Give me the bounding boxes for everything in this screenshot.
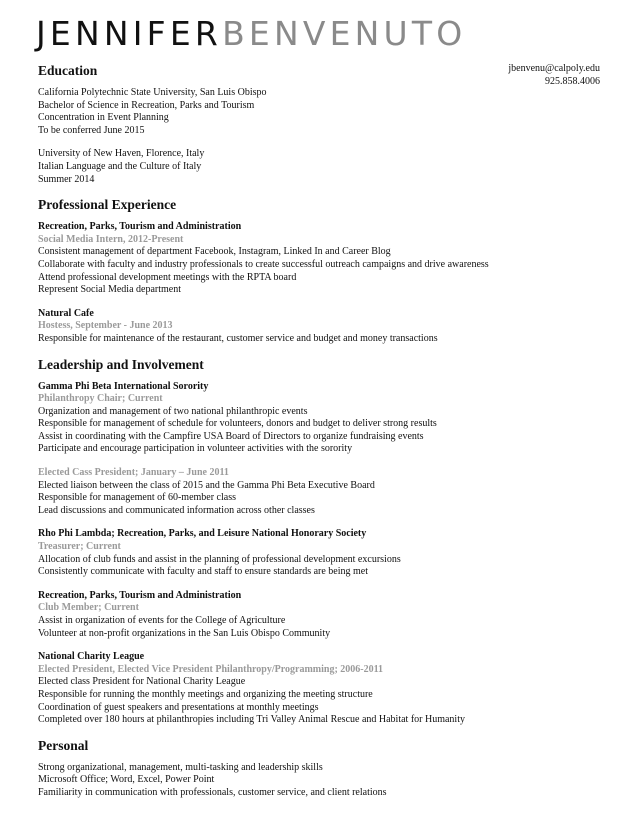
detail-line: Allocation of club funds and assist in the planning of professional development excursions (38, 553, 401, 565)
detail-line: Coordination of guest speakers and presentations at monthly meetings (38, 701, 319, 713)
detail-line: Strong organizational, management, multi-tasking and leadership skills (38, 761, 323, 773)
entry-block (38, 590, 603, 640)
detail-line: Lead discussions and communicated information across other classes (38, 504, 315, 516)
section-professional-experience (38, 197, 603, 345)
detail-line: University of New Haven, Florence, Italy (38, 148, 205, 160)
detail-line: Summer 2014 (38, 173, 95, 185)
role-title: Elected President, Elected Vice President Philanthropy/Programming; 2006-2011 (38, 663, 384, 675)
entry-block (38, 308, 603, 346)
detail-line: Consistent management of department Facebook, Instagram, Linked In and Career Blog (38, 246, 391, 258)
detail-line: Assist in organization of events for the College of Agriculture (38, 615, 286, 626)
detail-line: Bachelor of Science in Recreation, Parks and Tourism (38, 99, 255, 111)
entry-block (38, 528, 603, 578)
entry-block (38, 651, 603, 727)
detail-line: Elected liaison between the class of 2015 and the Gamma Phi Beta Executive Board (38, 479, 375, 491)
entry-block (38, 148, 603, 186)
detail-line: Responsible for management of 60-member class (38, 492, 236, 504)
detail-line: Completed over 180 hours at philanthropies including Tri Valley Animal Rescue and Habitat for Humanity (38, 714, 465, 726)
role-title: Hostess, September - June 2013 (38, 320, 173, 332)
section-personal (38, 738, 603, 800)
entry-block (38, 221, 603, 297)
detail-line: Volunteer at non-profit organizations in the San Luis Obispo Community (38, 627, 331, 639)
entry-block (38, 762, 603, 800)
resume-name (36, 14, 466, 54)
role-title: Club Member; Current (38, 602, 139, 614)
last-name: BENVENUTO (222, 14, 467, 53)
section-education (38, 63, 603, 186)
section-leadership-and-involvement (38, 357, 603, 727)
detail-line: Attend professional development meetings with the RPTA board (38, 271, 297, 283)
detail-line: Concentration in Event Planning (38, 112, 169, 124)
section-heading: Education (38, 63, 98, 78)
section-heading: Leadership and Involvement (38, 356, 204, 372)
detail-line: Collaborate with faculty and industry professionals to create successful outreach campaigns and drive awareness (38, 258, 489, 270)
detail-line: California Polytechnic State University, San Luis Obispo (38, 87, 267, 98)
role-title: Treasurer; Current (38, 541, 121, 553)
detail-line: Participate and encourage participation in volunteer activities with the sorority (38, 443, 353, 455)
detail-line: Elected class President for National Charity League (38, 676, 246, 688)
role-title: Elected Cass President; January – June 2011 (38, 467, 229, 479)
entry-block (38, 381, 603, 457)
detail-line: Microsoft Office; Word, Excel, Power Point (38, 774, 215, 786)
organization-name: Natural Cafe (38, 307, 94, 319)
entry-block (38, 467, 603, 517)
detail-line: Responsible for management of schedule for volunteers, donors and budget to deliver strong results (38, 418, 437, 430)
detail-line: Responsible for maintenance of the restaurant, customer service and budget and money transactions (38, 332, 438, 344)
organization-name: National Charity League (38, 651, 145, 663)
detail-line: Italian Language and the Culture of Italy (38, 160, 202, 172)
detail-line: Organization and management of two national philanthropic events (38, 405, 308, 417)
detail-line: Familiarity in communication with professionals, customer service, and client relations (38, 786, 387, 798)
detail-line: To be conferred June 2015 (38, 124, 145, 136)
detail-line: Assist in coordinating with the Campfire USA Board of Directors to organize fundraising events (38, 430, 424, 442)
role-title: Philanthropy Chair; Current (38, 393, 163, 405)
section-heading: Personal (38, 737, 89, 753)
email-link[interactable]: jbenvenu@calpoly.edu (508, 63, 600, 74)
section-heading: Professional Experience (38, 197, 177, 213)
detail-line: Represent Social Media department (38, 284, 182, 296)
resume-body (38, 63, 603, 811)
detail-line: Responsible for running the monthly meetings and organizing the meeting structure (38, 688, 373, 700)
role-title: Social Media Intern, 2012-Present (38, 233, 184, 245)
organization-name: Gamma Phi Beta International Sorority (38, 380, 209, 392)
organization-name: Rho Phi Lambda; Recreation, Parks, and Leisure National Honorary Society (38, 528, 367, 540)
first-name: JENNIFER (36, 14, 223, 53)
entry-block (38, 87, 603, 137)
detail-line: Consistently communicate with faculty and staff to ensure standards are being met (38, 566, 369, 578)
organization-name: Recreation, Parks, Tourism and Administration (38, 221, 242, 233)
organization-name: Recreation, Parks, Tourism and Administration (38, 589, 242, 601)
phone-number: 925.858.4006 (545, 76, 600, 87)
